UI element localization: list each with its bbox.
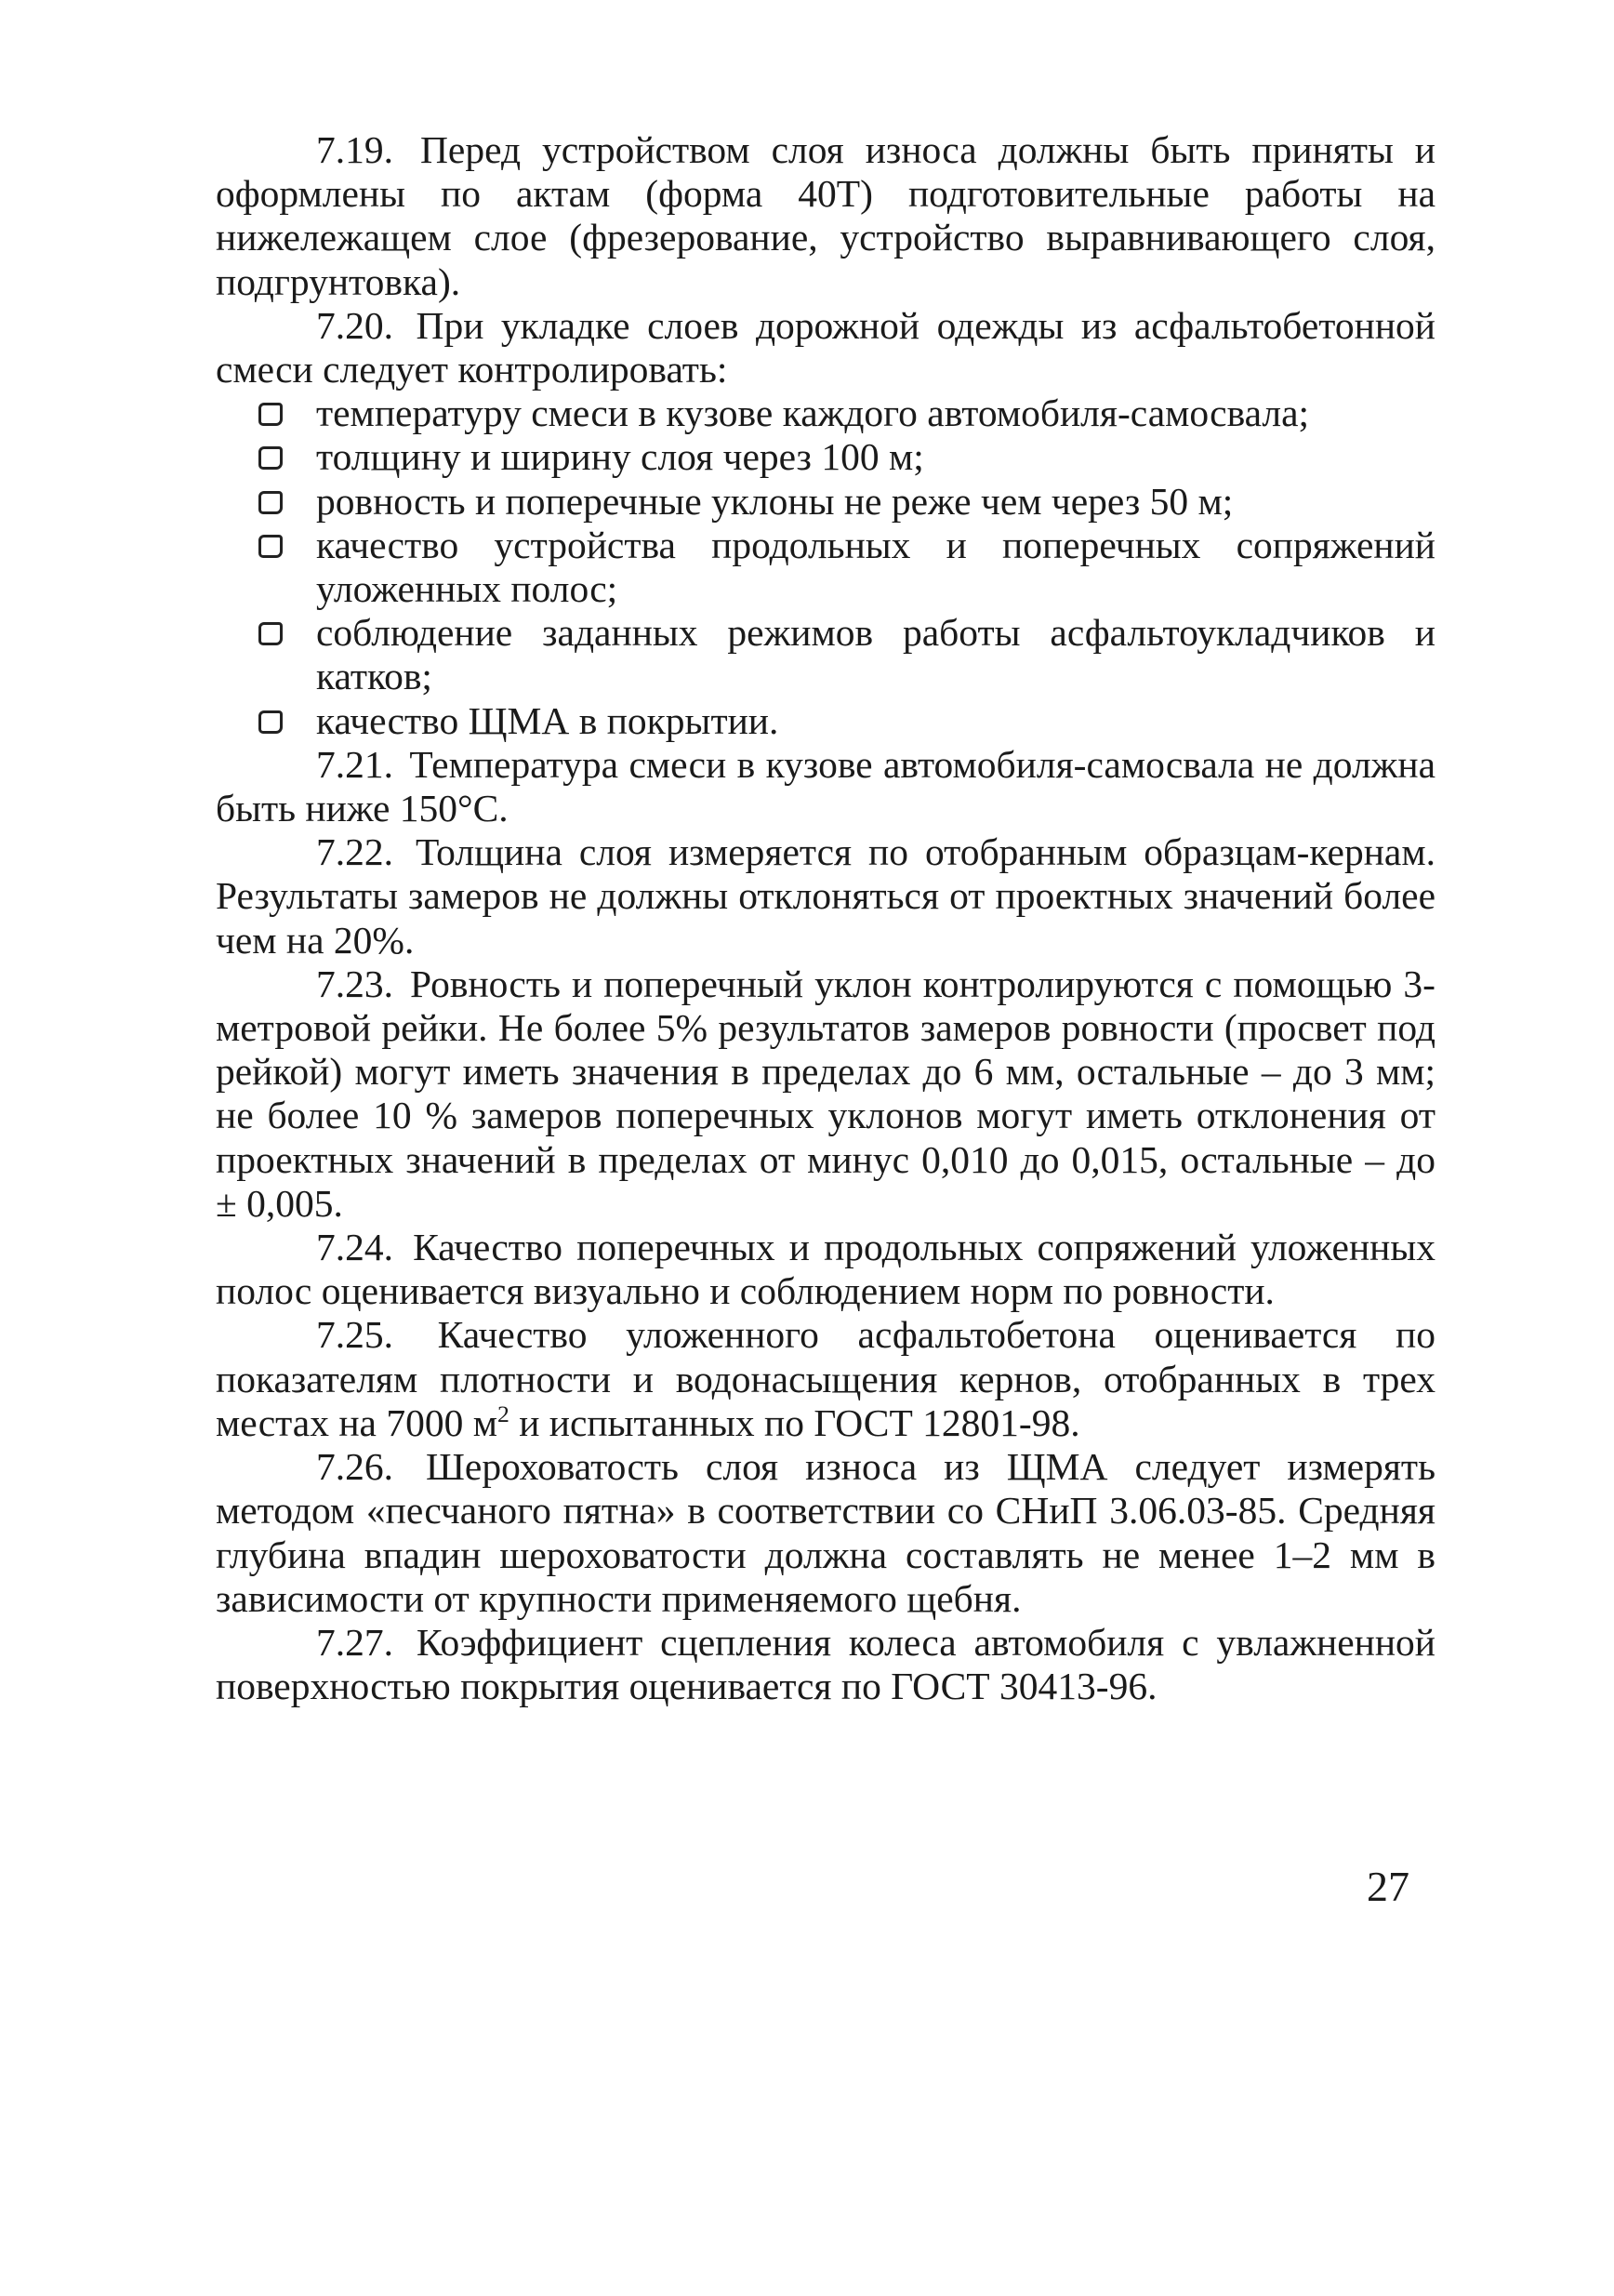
checklist-item-text: температуру смеси в кузове каждого автомобиля-самосвала; [316,392,1310,435]
paragraph-text: Качество уложенного асфальтобетона оценивается по показателям плотности и водонасыщения кернов, отобранных в трех местах на 7000 м [216,1313,1435,1444]
section-number: 7.22. [316,830,393,874]
checklist-item [216,611,1435,698]
control-checklist [216,392,1435,743]
paragraph-7-26 [216,1445,1435,1621]
checkbox-bullet-icon [258,491,283,514]
checklist-item [216,699,1435,743]
checklist-item-text: ровность и поперечные уклоны не реже чем через 50 м; [316,479,1234,523]
paragraph-7-25 [216,1313,1435,1445]
checklist-item-text: толщину и ширину слоя через 100 м; [316,435,924,479]
checklist-item-text: качество ЩМА в покрытии. [316,698,779,742]
paragraph-text: Толщина слоя измеряется по отобранным образцам-кернам. Результаты замеров не должны отклоняться от проектных значений более чем на 20%. [216,830,1435,962]
paragraph-7-24 [216,1226,1435,1313]
paragraph-7-22 [216,830,1435,962]
paragraph-text: Качество поперечных и продольных сопряжений уложенных полос оценивается визуально и соблюдением норм по ровности. [216,1226,1435,1313]
checkbox-bullet-icon [258,622,283,645]
paragraph-text: При укладке слоев дорожной одежды из асфальтобетонной смеси следует контролировать: [216,303,1436,392]
paragraph-text: Ровность и поперечный уклон контролируются с помощью 3- метровой рейки. Не более 5% результатов замеров ровности (просвет под рейкой) могут иметь значения в пределах до 6 мм, остальные – до 3 мм; не более 10 % замеров поперечных уклонов могут иметь отклонения от проектных значений в пределах от минус 0,010 до 0,015, остальные – до ± 0,005. [216,962,1436,1225]
paragraph-7-21 [216,743,1435,830]
section-number: 7.21. [316,742,393,786]
document-body [216,128,1435,1708]
checklist-item [216,392,1435,435]
paragraph-text: Температура смеси в кузове автомобиля-самосвала не должна быть ниже 150°С. [216,742,1435,830]
paragraph-7-27 [216,1621,1435,1708]
checklist-item-text: качество устройства продольных и поперечных сопряжений уложенных полос; [316,523,1435,611]
section-number: 7.27. [316,1620,393,1664]
section-number: 7.23. [316,962,393,1005]
checkbox-bullet-icon [258,403,283,426]
section-number: 7.20. [316,303,393,347]
section-number: 7.19. [316,128,393,171]
section-number: 7.24. [316,1226,393,1269]
checklist-item-text: соблюдение заданных режимов работы асфальтоукладчиков и катков; [316,611,1435,698]
checklist-item [216,524,1435,611]
checkbox-bullet-icon [258,446,283,470]
paragraph-7-19 [216,128,1435,304]
checkbox-bullet-icon [258,535,283,558]
paragraph-text: Перед устройством слоя износа должны быть приняты и оформлены по актам (форма 40Т) подготовительные работы на нижележащем слое (фрезерование, устройство выравнивающего слоя, подгрунтовка). [216,128,1435,303]
paragraph-7-23 [216,962,1435,1226]
section-number: 7.25. [316,1313,393,1357]
checkbox-bullet-icon [258,710,283,734]
paragraph-text: Шероховатость слоя износа из ЩМА следует измерять методом «песчаного пятна» в соответствии со СНиП 3.06.03-85. Средняя глубина впадин шероховатости должна составлять не менее 1–2 мм в зависимости от крупности применяемого щебня. [216,1445,1435,1620]
paragraph-7-20 [216,304,1435,392]
superscript-exponent: 2 [496,1400,509,1428]
checklist-item [216,480,1435,524]
section-number: 7.26. [316,1445,393,1489]
checklist-item [216,435,1435,479]
paragraph-text-continued: и испытанных по ГОСТ 12801-98. [509,1400,1080,1444]
paragraph-text: Коэффициент сцепления колеса автомобиля с увлажненной поверхностью покрытия оценивается по ГОСТ 30413-96. [216,1620,1436,1708]
page-number: 27 [1367,1863,1409,1910]
